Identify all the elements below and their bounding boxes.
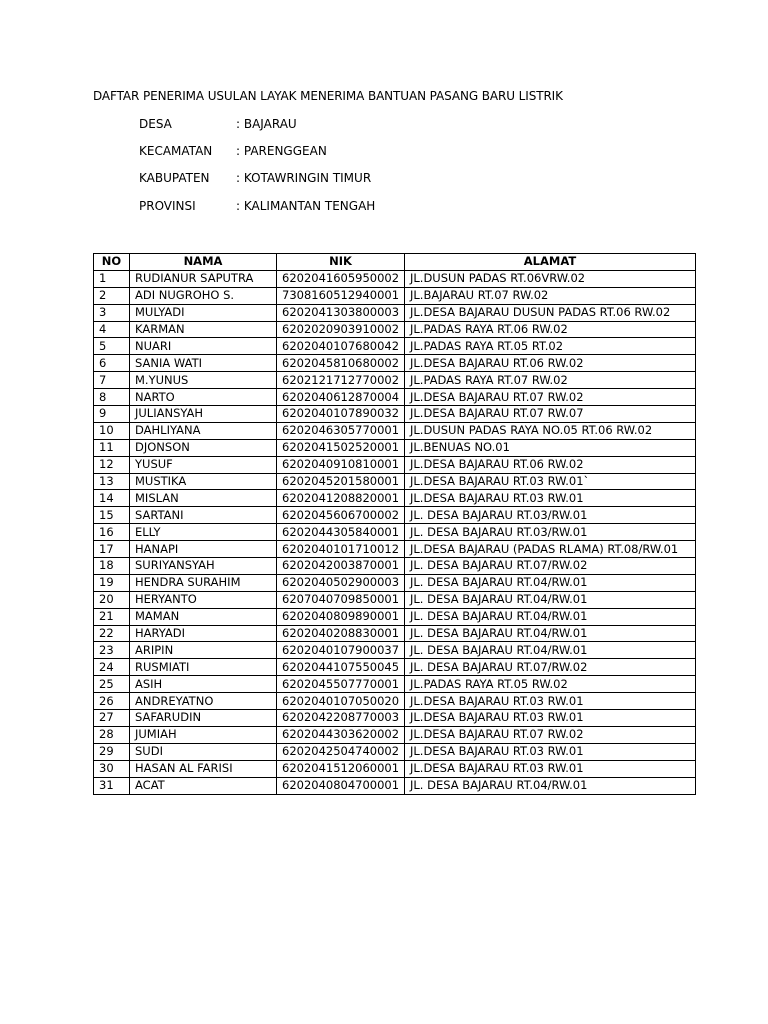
cell-nama: ADI NUGROHO S.	[130, 287, 277, 304]
cell-nik: 6202041605950002	[277, 270, 405, 287]
cell-nama: HENDRA SURAHIM	[130, 574, 277, 591]
table-row	[94, 541, 696, 558]
meta-label: DESA	[139, 117, 172, 131]
cell-nama: MAMAN	[130, 608, 277, 625]
cell-alamat: JL. DESA BAJARAU RT.07/RW.02	[405, 659, 696, 676]
cell-no: 26	[94, 693, 130, 710]
table-row	[94, 676, 696, 693]
cell-nik: 6202044107550045	[277, 659, 405, 676]
cell-alamat: JL.DESA BAJARAU RT.06 RW.02	[405, 456, 696, 473]
cell-nama: KARMAN	[130, 321, 277, 338]
cell-no: 16	[94, 524, 130, 541]
cell-nik: 6207040709850001	[277, 591, 405, 608]
cell-nik: 6202042208770003	[277, 710, 405, 727]
cell-no: 31	[94, 777, 130, 794]
cell-alamat: JL.PADAS RAYA RT.05 RW.02	[405, 676, 696, 693]
cell-alamat: JL.DESA BAJARAU DUSUN PADAS RT.06 RW.02	[405, 304, 696, 321]
cell-nik: 6202040208830001	[277, 625, 405, 642]
cell-nik: 6202040612870004	[277, 389, 405, 406]
cell-no: 11	[94, 439, 130, 456]
table-row	[94, 659, 696, 676]
cell-nik: 6202040910810001	[277, 456, 405, 473]
cell-nama: RUSMIATI	[130, 659, 277, 676]
cell-nama: ASIH	[130, 676, 277, 693]
table-row	[94, 456, 696, 473]
table-row	[94, 726, 696, 743]
cell-alamat: JL.BAJARAU RT.07 RW.02	[405, 287, 696, 304]
cell-no: 8	[94, 389, 130, 406]
cell-alamat: JL. DESA BAJARAU RT.03/RW.01	[405, 507, 696, 524]
table-row	[94, 574, 696, 591]
cell-nik: 6202041303800003	[277, 304, 405, 321]
table-row	[94, 608, 696, 625]
cell-nik: 6202040107890032	[277, 406, 405, 423]
table-row	[94, 693, 696, 710]
table-row	[94, 372, 696, 389]
cell-no: 17	[94, 541, 130, 558]
table-row	[94, 743, 696, 760]
cell-nama: DJONSON	[130, 439, 277, 456]
cell-alamat: JL. DESA BAJARAU RT.07/RW.02	[405, 558, 696, 575]
cell-nama: DAHLIYANA	[130, 422, 277, 439]
cell-alamat: JL.DESA BAJARAU RT.03 RW.01	[405, 743, 696, 760]
cell-nama: JULIANSYAH	[130, 406, 277, 423]
header-nik: NIK	[277, 254, 405, 271]
cell-no: 23	[94, 642, 130, 659]
table-body	[94, 270, 696, 794]
cell-no: 9	[94, 406, 130, 423]
header-no: NO	[94, 254, 130, 271]
table-row	[94, 760, 696, 777]
cell-alamat: JL.DESA BAJARAU RT.07 RW.02	[405, 726, 696, 743]
cell-alamat: JL.BENUAS NO.01	[405, 439, 696, 456]
document-title: DAFTAR PENERIMA USULAN LAYAK MENERIMA BANTUAN PASANG BARU LISTRIK	[93, 89, 563, 103]
header-alamat: ALAMAT	[405, 254, 696, 271]
table-header-row	[94, 254, 696, 271]
cell-nama: ELLY	[130, 524, 277, 541]
cell-no: 28	[94, 726, 130, 743]
cell-nama: SARTANI	[130, 507, 277, 524]
cell-alamat: JL.PADAS RAYA RT.05 RT.02	[405, 338, 696, 355]
meta-value: : KOTAWRINGIN TIMUR	[236, 171, 372, 185]
meta-desa	[139, 117, 297, 131]
meta-value: : BAJARAU	[236, 117, 297, 131]
table-row	[94, 591, 696, 608]
cell-nama: MUSTIKA	[130, 473, 277, 490]
meta-label: KECAMATAN	[139, 144, 213, 158]
meta-label: PROVINSI	[139, 199, 196, 213]
cell-alamat: JL.PADAS RAYA RT.07 RW.02	[405, 372, 696, 389]
cell-no: 19	[94, 574, 130, 591]
cell-nama: MULYADI	[130, 304, 277, 321]
table-row	[94, 473, 696, 490]
cell-nik: 6202045606700002	[277, 507, 405, 524]
header-nama: NAMA	[130, 254, 277, 271]
cell-no: 5	[94, 338, 130, 355]
cell-nik: 6202040107050020	[277, 693, 405, 710]
cell-nik: 6202040809890001	[277, 608, 405, 625]
cell-nama: SANIA WATI	[130, 355, 277, 372]
cell-nik: 6202046305770001	[277, 422, 405, 439]
table-row	[94, 406, 696, 423]
table-row	[94, 777, 696, 794]
cell-no: 1	[94, 270, 130, 287]
cell-no: 6	[94, 355, 130, 372]
cell-no: 30	[94, 760, 130, 777]
cell-nama: SURIYANSYAH	[130, 558, 277, 575]
cell-nik: 6202042504740002	[277, 743, 405, 760]
table-row	[94, 524, 696, 541]
cell-no: 29	[94, 743, 130, 760]
cell-nik: 6202020903910002	[277, 321, 405, 338]
cell-nik: 6202045507770001	[277, 676, 405, 693]
cell-nik: 6202045810680002	[277, 355, 405, 372]
cell-alamat: JL.DESA BAJARAU RT.03 RW.01	[405, 760, 696, 777]
cell-no: 27	[94, 710, 130, 727]
table-row	[94, 338, 696, 355]
cell-alamat: JL.DESA BAJARAU RT.06 RW.02	[405, 355, 696, 372]
cell-nama: SAFARUDIN	[130, 710, 277, 727]
cell-no: 10	[94, 422, 130, 439]
cell-alamat: JL. DESA BAJARAU RT.04/RW.01	[405, 625, 696, 642]
cell-alamat: JL.DUSUN PADAS RAYA NO.05 RT.06 RW.02	[405, 422, 696, 439]
table-row	[94, 490, 696, 507]
cell-nama: ARIPIN	[130, 642, 277, 659]
recipient-table	[93, 253, 696, 795]
table-row	[94, 270, 696, 287]
cell-no: 20	[94, 591, 130, 608]
cell-nama: HARYADI	[130, 625, 277, 642]
cell-alamat: JL.DESA BAJARAU RT.07 RW.07	[405, 406, 696, 423]
cell-nama: HANAPI	[130, 541, 277, 558]
cell-nik: 6202040107680042	[277, 338, 405, 355]
meta-label: KABUPATEN	[139, 171, 210, 185]
table-row	[94, 558, 696, 575]
cell-nik: 6202041512060001	[277, 760, 405, 777]
cell-no: 2	[94, 287, 130, 304]
cell-nik: 6202121712770002	[277, 372, 405, 389]
cell-nama: ACAT	[130, 777, 277, 794]
cell-alamat: JL. DESA BAJARAU RT.04/RW.01	[405, 608, 696, 625]
cell-nik: 6202041502520001	[277, 439, 405, 456]
cell-nik: 6202044305840001	[277, 524, 405, 541]
meta-provinsi	[139, 199, 375, 213]
table-row	[94, 355, 696, 372]
meta-kabupaten	[139, 171, 371, 185]
cell-nama: NUARI	[130, 338, 277, 355]
cell-nama: NARTO	[130, 389, 277, 406]
table-row	[94, 625, 696, 642]
table-row	[94, 439, 696, 456]
cell-alamat: JL. DESA BAJARAU RT.04/RW.01	[405, 642, 696, 659]
cell-alamat: JL.DUSUN PADAS RT.06VRW.02	[405, 270, 696, 287]
cell-no: 14	[94, 490, 130, 507]
cell-no: 24	[94, 659, 130, 676]
cell-alamat: JL.DESA BAJARAU (PADAS RLAMA) RT.08/RW.01	[405, 541, 696, 558]
table-row	[94, 321, 696, 338]
cell-alamat: JL. DESA BAJARAU RT.04/RW.01	[405, 777, 696, 794]
table-row	[94, 389, 696, 406]
cell-nik: 6202040101710012	[277, 541, 405, 558]
cell-nama: JUMIAH	[130, 726, 277, 743]
table-row	[94, 507, 696, 524]
cell-nik: 6202040804700001	[277, 777, 405, 794]
cell-alamat: JL.DESA BAJARAU RT.03 RW.01	[405, 693, 696, 710]
table-row	[94, 642, 696, 659]
cell-alamat: JL.DESA BAJARAU RT.03 RW.01	[405, 710, 696, 727]
cell-no: 15	[94, 507, 130, 524]
cell-nik: 6202041208820001	[277, 490, 405, 507]
cell-nik: 6202040502900003	[277, 574, 405, 591]
meta-kecamatan	[139, 144, 327, 158]
cell-no: 18	[94, 558, 130, 575]
cell-nama: HASAN AL FARISI	[130, 760, 277, 777]
cell-nik: 6202044303620002	[277, 726, 405, 743]
cell-no: 13	[94, 473, 130, 490]
cell-nama: ANDREYATNO	[130, 693, 277, 710]
cell-alamat: JL.DESA BAJARAU RT.03 RW.01`	[405, 473, 696, 490]
table-row	[94, 422, 696, 439]
cell-nama: MISLAN	[130, 490, 277, 507]
cell-no: 25	[94, 676, 130, 693]
cell-nik: 6202042003870001	[277, 558, 405, 575]
cell-alamat: JL. DESA BAJARAU RT.04/RW.01	[405, 591, 696, 608]
cell-alamat: JL. DESA BAJARAU RT.03/RW.01	[405, 524, 696, 541]
cell-nama: M.YUNUS	[130, 372, 277, 389]
cell-nama: RUDIANUR SAPUTRA	[130, 270, 277, 287]
cell-nama: YUSUF	[130, 456, 277, 473]
cell-no: 7	[94, 372, 130, 389]
cell-alamat: JL. DESA BAJARAU RT.04/RW.01	[405, 574, 696, 591]
cell-no: 22	[94, 625, 130, 642]
cell-no: 3	[94, 304, 130, 321]
cell-alamat: JL.PADAS RAYA RT.06 RW.02	[405, 321, 696, 338]
meta-value: : KALIMANTAN TENGAH	[236, 199, 376, 213]
cell-alamat: JL.DESA BAJARAU RT.03 RW.01	[405, 490, 696, 507]
cell-nik: 6202045201580001	[277, 473, 405, 490]
cell-nik: 6202040107900037	[277, 642, 405, 659]
cell-no: 12	[94, 456, 130, 473]
cell-alamat: JL.DESA BAJARAU RT.07 RW.02	[405, 389, 696, 406]
cell-nik: 7308160512940001	[277, 287, 405, 304]
cell-nama: SUDI	[130, 743, 277, 760]
cell-no: 21	[94, 608, 130, 625]
table-row	[94, 710, 696, 727]
cell-no: 4	[94, 321, 130, 338]
table-row	[94, 287, 696, 304]
cell-nama: HERYANTO	[130, 591, 277, 608]
table-row	[94, 304, 696, 321]
meta-value: : PARENGGEAN	[236, 144, 327, 158]
